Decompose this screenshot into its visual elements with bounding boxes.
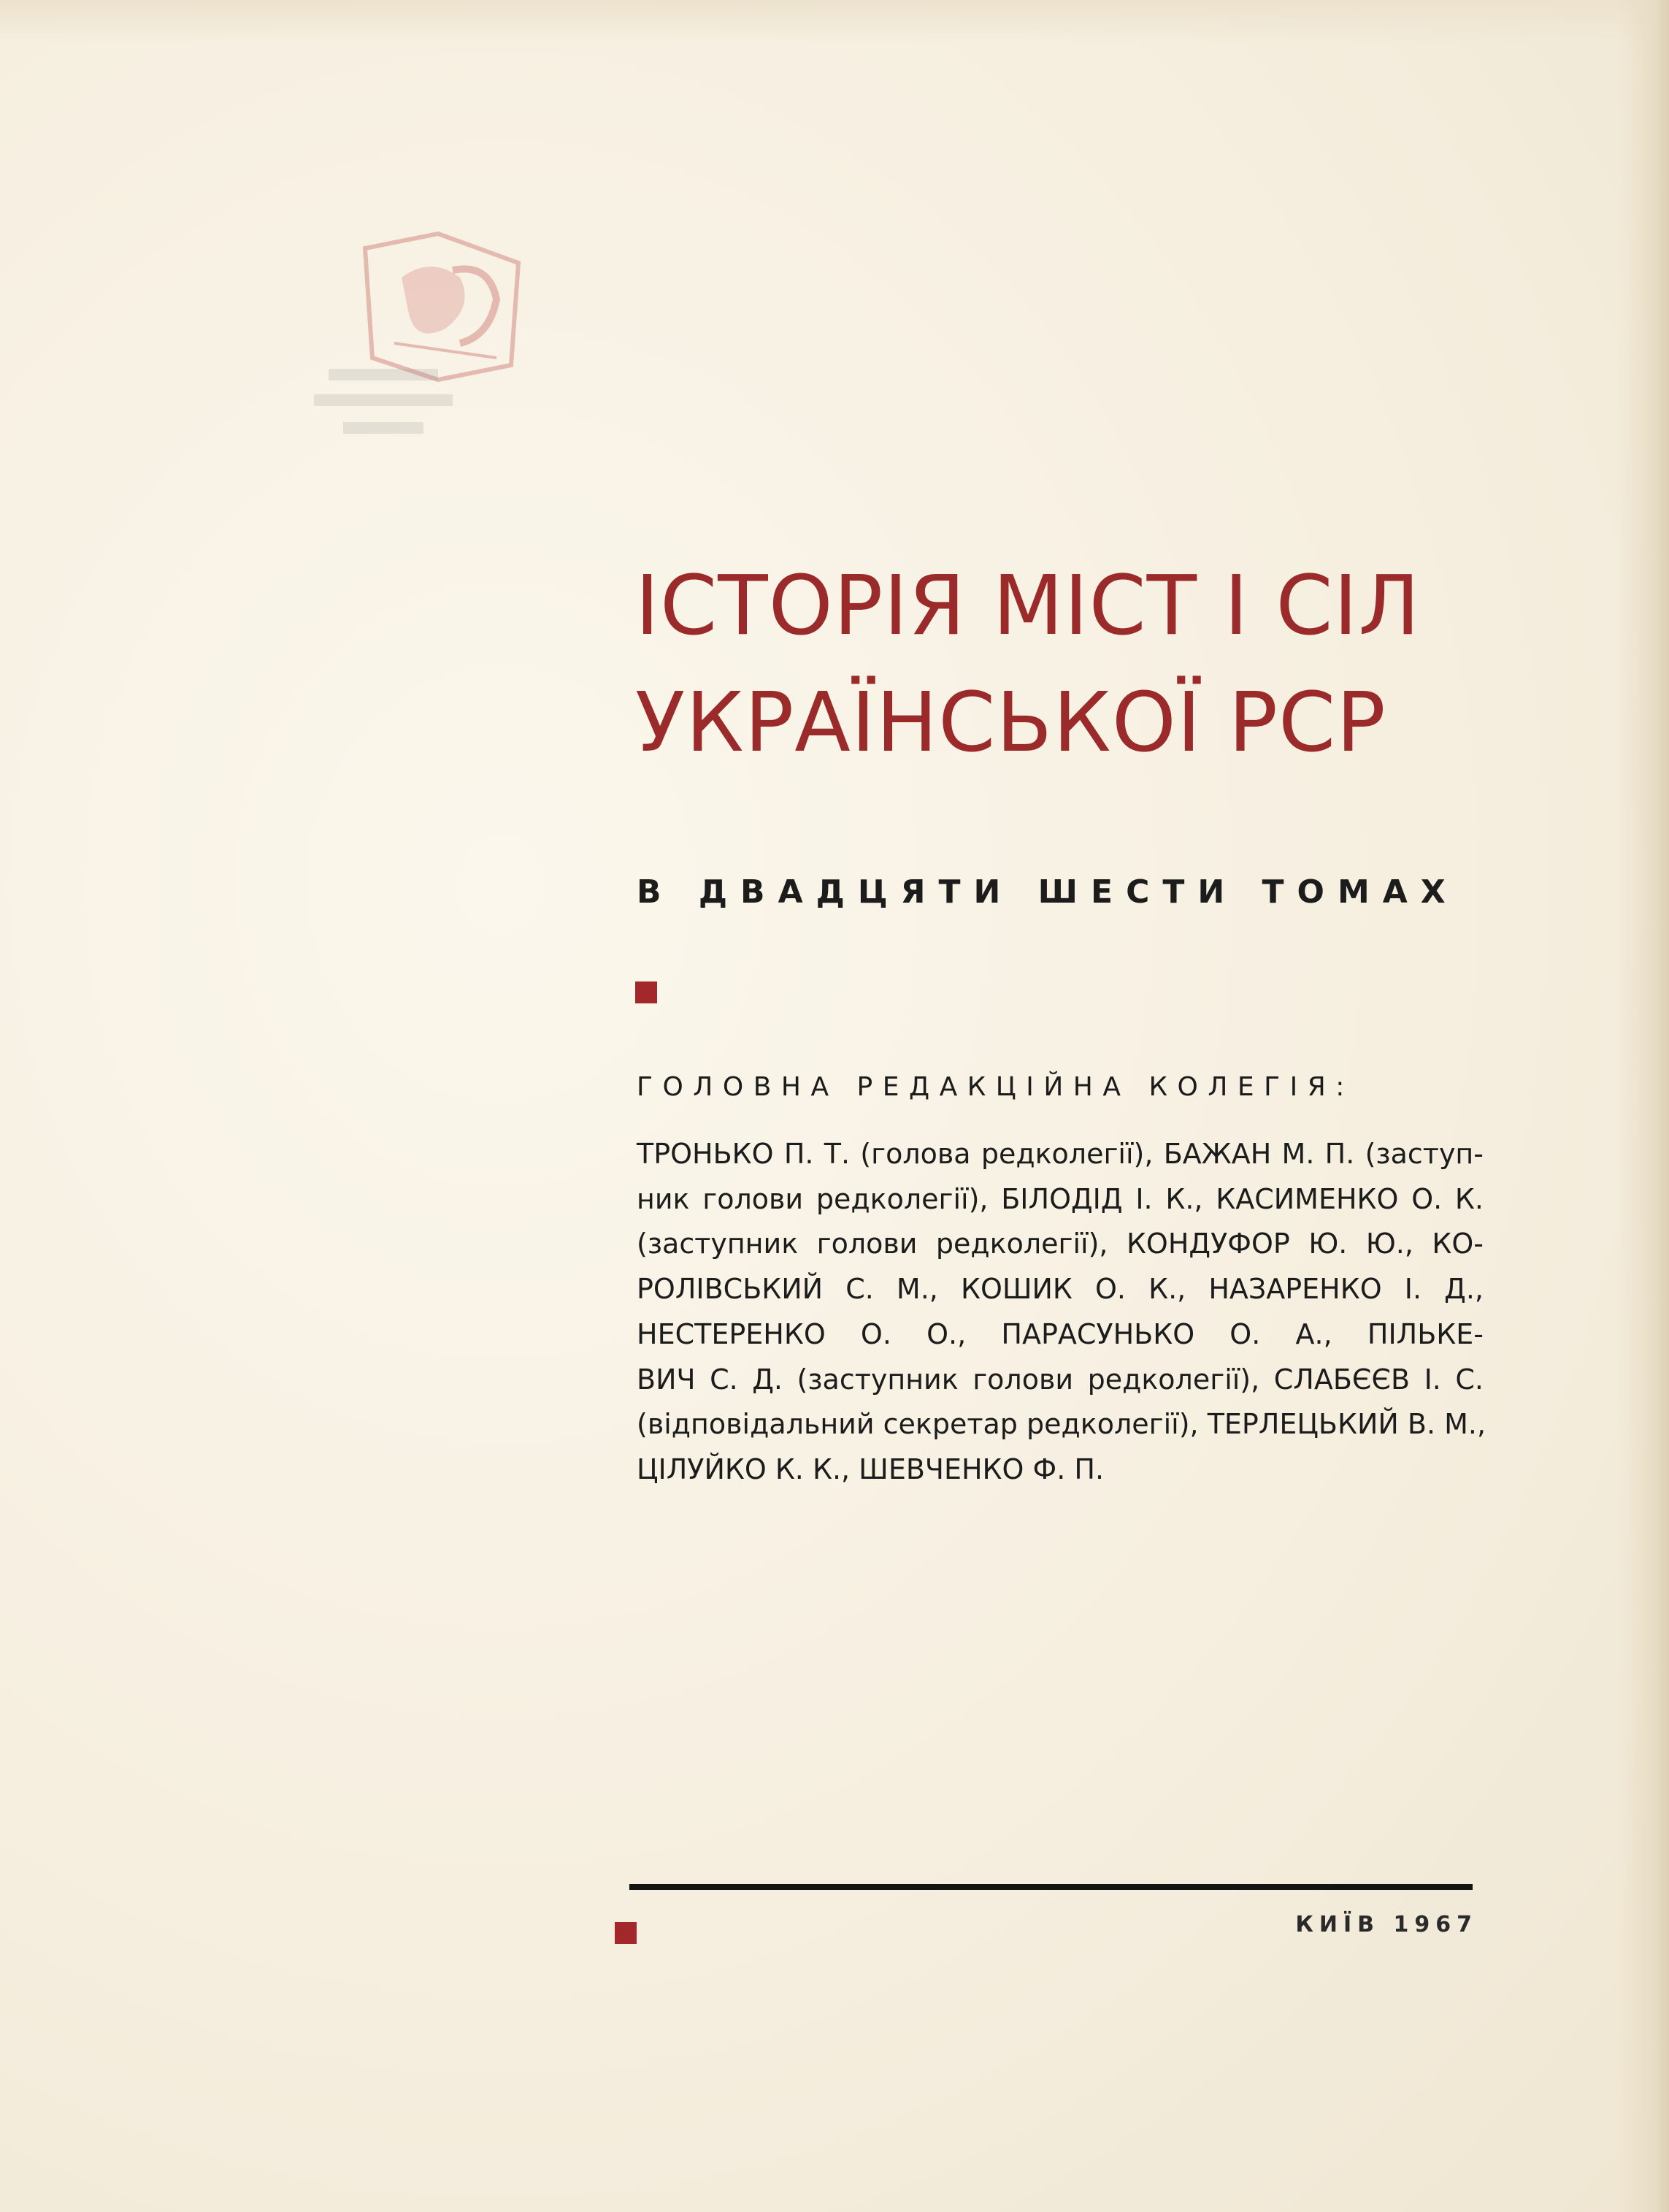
board-line: РОЛІВСЬКИЙ С. М., КОШИК О. К., НАЗАРЕНКО І. Д.,	[637, 1273, 1484, 1306]
editorial-board-heading: ГОЛОВНА РЕДАКЦІЙНА КОЛЕГІЯ:	[637, 1072, 1354, 1102]
red-square-marker-icon	[615, 1922, 637, 1944]
volumes-subtitle: В ДВАДЦЯТИ ШЕСТИ ТОМАХ	[637, 873, 1459, 911]
paper-right-edge-shadow	[1618, 0, 1669, 2212]
board-line: (відповідальний секретар редколегії), ТЕРЛЕЦЬКИЙ В. М.,	[637, 1408, 1486, 1441]
stamp-caption-smudge-icon	[314, 365, 460, 445]
red-square-marker-icon	[635, 981, 657, 1003]
editorial-board-members	[637, 1132, 1484, 1493]
title-line-2: УКРАЇНСЬКОЇ РСР	[635, 676, 1386, 770]
board-line: (заступник голови редколегії), КОНДУФОР Ю. Ю., КО-	[637, 1228, 1484, 1260]
paper-top-edge-shadow	[0, 0, 1669, 44]
book-title	[635, 548, 1482, 781]
board-line: ЦІЛУЙКО К. К., ШЕВЧЕНКО Ф. П.	[637, 1453, 1105, 1485]
board-line: ник голови редколегії), БІЛОДІД І. К., КАСИМЕНКО О. К.	[637, 1182, 1484, 1215]
board-line: ВИЧ С. Д. (заступник голови редколегії), СЛАБЄЄВ І. С.	[637, 1363, 1484, 1396]
title-line-1: ІСТОРІЯ МІСТ І СІЛ	[635, 559, 1421, 654]
board-line: ТРОНЬКО П. Т. (голова редколегії), БАЖАН М. П. (заступ-	[637, 1138, 1484, 1170]
footer-rule	[629, 1884, 1473, 1890]
publication-imprint: КИЇВ 1967	[1295, 1912, 1478, 1937]
board-line: НЕСТЕРЕНКО О. О., ПАРАСУНЬКО О. А., ПІЛЬКЕ-	[637, 1317, 1484, 1350]
